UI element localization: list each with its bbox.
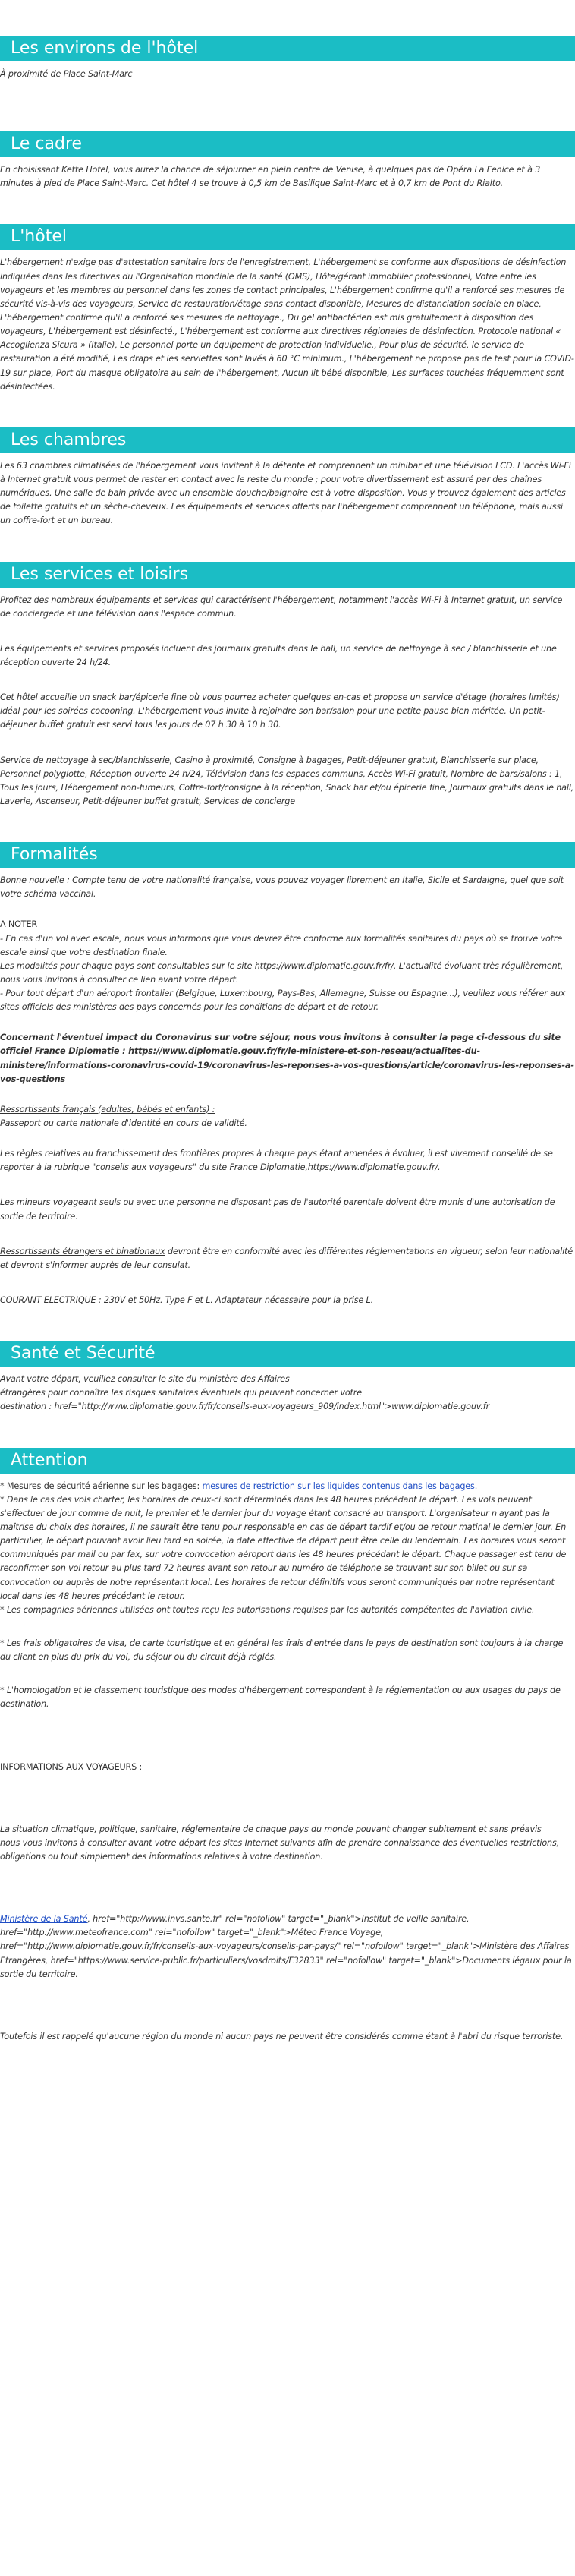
links-text <box>0 1912 575 1982</box>
cadre-text: En choisissant Kette Hotel, vous aurez la chance de séjourner en plein centre de Venise, à quelques pas de Opéra La Fenice et à 3 minutes à pied de Place Saint-Marc. Cet hôtel 4 se trouve à 0,5 km de Basilique Saint-Marc et à 0,7 km de Pont du Rialto. <box>0 165 541 189</box>
note-line: - Pour tout départ d'un aéroport frontalier (Belgique, Luxembourg, Pays-Bas, Allemagne, Suisse ou Espagne...), veuillez vous référer aux sites officiels des ministères des pays concernés pour les conditions de départ et de retour. <box>0 988 566 1013</box>
sante-line: destination : href="http://www.diplomatie.gouv.fr/fr/conseils-aux-voyageurs_909/index.html">www.diplomatie.gouv.fr <box>0 1402 490 1412</box>
section-cadre <box>0 95 575 191</box>
foreign-nationals-text: devront être en conformité avec les différentes réglementations en vigueur, selon leur nationalité et devront s'informer auprès de leur consulat. <box>0 1246 573 1270</box>
terrorism-text: Toutefois il est rappelé qu'aucune région du monde ni aucun pays ne peuvent être considérés comme étant à l'abri du risque terroriste. <box>0 2031 564 2042</box>
liquids-restriction-link[interactable]: mesures de restriction sur les liquides contenus dans les bagages <box>202 1480 475 1491</box>
sante-line: Avant votre départ, veuillez consulter le site du ministère des Affaires <box>0 1374 290 1385</box>
attention-block <box>0 1480 575 1617</box>
links-rest: , href="http://www.invs.sante.fr" rel="nofollow" target="_blank">Institut de veille sanitaire, href="http://www.meteofrance.com" rel="nofollow" target="_blank">Méteo France Voyage, href="http://www.diplomatie.gouv.fr/fr/conseils-aux-voyageurs/conseils-par-pays/" rel="nofollow" target="_blank">Ministère des Affaires Etrangères, href="https://www.service-public.fr/particuliers/vosdroits/F32833" rel="nofollow" target="_blank">Documents légaux pour la sortie du territoire. <box>0 1914 572 1979</box>
homologation-text: * L'homologation et le classement touristique des modes d'hébergement correspondent à la réglementation ou aux usages du pays de destination. <box>0 1685 561 1710</box>
section-sante <box>0 1321 575 1414</box>
section-heading-formalites: Formalités <box>0 842 575 868</box>
info-text <box>0 1823 575 1864</box>
note-line: - En cas d'un vol avec escale, nous vous informons que vous devrez être conforme aux formalités sanitaires du pays où se trouve votre escale ainsi que votre destination finale. <box>0 933 563 957</box>
section-heading-cadre: Le cadre <box>0 131 575 157</box>
environs-text: À proximité de Place Saint-Marc <box>0 69 133 79</box>
hotel-text: L'hébergement n'exige pas d'attestation sanitaire lors de l'enregistrement, L'hébergement se conforme aux dispositions de désinfection indiquées dans les directives du l'Organisation mondiale de la santé (OMS), Hôte/gérant immobilier professionnel, Votre entre les voyageurs et les membres du personnel dans les zones de contact principales, L'hébergement confirme qu'il a renforcé ses mesures de sécurité vis-à-vis des voyageurs, Service de restauration/étage sans contact disponible, Mesures de distanciation sociale en place, L'hébergement confirme qu'il a renforcé ses mesures de nettoyage., Du gel antibactérien est mis gratuitement à disposition des voyageurs, L'hébergement est désinfecté., L'hébergement est conforme aux directives régionales de désinfection. Protocole national « Accoglienza Sicura » (Italie), Le personnel porte un équipement de protection individuelle., Pour plus de sécurité, le service de restauration a été modifié, Les draps et les serviettes sont lavés à 60 °C minimum., L'hébergement ne propose pas de test pour la COVID-19 sur place, Port du masque obligatoire au sein de l'hébergement, Aucun lit bébé disponible, Les surfaces touchées fréquemment sont désinfectées. <box>0 257 574 392</box>
french-nationals-text: Passeport ou carte nationale d'identité en cours de validité. <box>0 1118 247 1129</box>
section-hotel <box>0 204 575 393</box>
electric-text: COURANT ELECTRIQUE : 230V et 50Hz. Type F et L. Adaptateur nécessaire pour la prise L. <box>0 1295 374 1306</box>
foreign-nationals-title: Ressortissants étrangers et binationaux <box>0 1246 165 1256</box>
sante-text <box>0 1373 575 1414</box>
info-line: nous vous invitons à consulter avant votre départ les sites Internet suivants afin de prendre connaissance des éventuelles restrictions, obligations ou tout simplement des informations relatives à votre destination. <box>0 1837 560 1862</box>
note-line: Les modalités pour chaque pays sont consultables sur le site https://www.diplomatie.gouv.fr/fr/. L'actualité évoluant très régulièrement, nous vous invitons à consulter ce lien avant votre départ. <box>0 960 564 985</box>
section-formalites <box>0 822 575 1307</box>
border-rules: Les règles relatives au franchissement des frontières propres à chaque pays étant amenées à évoluer, il est vivement conseillé de se reporter à la rubrique "conseils aux voyageurs" du site France Diplomatie,https://www.diplomatie.gouv.fr/. <box>0 1149 553 1173</box>
info-title: INFORMATIONS AUX VOYAGEURS : <box>0 1761 143 1772</box>
chambres-text: Les 63 chambres climatisées de l'hébergement vous invitent à la détente et comprennent un minibar et une télévision LCD. L'accès Wi-Fi à Internet gratuit vous permet de rester en contact avec le reste du monde ; pour votre divertissement est assuré par des chaînes numériques. Une salle de bain privée avec un ensemble douche/baignoire est à votre disposition. Vous y trouvez également des articles de toilette gratuits et un sèche-cheveux. Les équipements et services offerts par l'hébergement comprennent un téléphone, mais aussi un coffre-fort et un bureau. <box>0 460 571 526</box>
section-heading-hotel: L'hôtel <box>0 224 575 250</box>
visa-text: * Les frais obligatoires de visa, de carte touristique et en général les frais d'entrée dans le pays de destination sont toujours à la charge du client en plus du prix du vol, du séjour ou du circuit déjà réglés. <box>0 1638 564 1663</box>
sante-line: étrangères pour connaître les risques sanitaires éventuels qui peuvent concerner votre <box>0 1388 362 1398</box>
coronavirus-notice: Concernant l'éventuel impact du Coronavirus sur votre séjour, nous vous invitons à consulter la page ci-dessous du site officiel France Diplomatie : https://www.diplomatie.gouv.fr/fr/le-ministere-et-son-reseau/actualites-du-ministere/informations-coronavirus-covid-19/coronavirus-les-reponses-a-vos-questions/article/coronavirus-les-reponses-a-vos-questions <box>0 1033 574 1084</box>
services-paragraph: Les équipements et services proposés incluent des journaux gratuits dans le hall, un service de nettoyage à sec / blanchisserie et une réception ouverte 24 h/24. <box>0 643 557 667</box>
airlines-text: * Les compagnies aériennes utilisées ont toutes reçu les autorisations requises par les autorités compétentes de l'aviation civile. <box>0 1604 535 1615</box>
note-title: A NOTER <box>0 919 38 930</box>
french-nationals-title: Ressortissants français (adultes, bébés et enfants) : <box>0 1104 215 1115</box>
formalites-intro: Bonne nouvelle : Compte tenu de votre nationalité française, vous pouvez voyager librement en Italie, Sicile et Sardaigne, quel que soit votre schéma vaccinal. <box>0 875 564 900</box>
info-line: La situation climatique, politique, sanitaire, réglementaire de chaque pays du monde pouvant changer subitement et sans préavis <box>0 1824 542 1834</box>
section-heading-attention: Attention <box>0 1448 575 1474</box>
baggage-label: * Mesures de sécurité aérienne sur les bagages: <box>0 1480 203 1491</box>
section-heading-services: Les services et loisirs <box>0 562 575 588</box>
charter-text: * Dans le cas des vols charter, les horaires de ceux-ci sont déterminés dans les 48 heures précédant le départ. Les vols peuvent s'effectuer de jour comme de nuit, le premier et le dernier jour du voyage étant consacré au transport. L'organisateur n'ayant pas la maîtrise du choix des horaires, il ne saurait être tenu pour responsable en cas de départ tardif et/ou de retour matinal le dernier jour. En particulier, le départ pouvant avoir lieu tard en soirée, la date effective de départ peut être celle du lendemain. Les horaires vous seront communiqués par mail ou par fax, sur votre convocation aéroport dans les 48 heures précédant le départ. Chaque passager est tenu de reconfirmer son vol retour au plus tard 72 heures avant son retour au numéro de téléphone se trouvant sur son billet ou sur sa convocation ou auprès de notre représentant local. Les horaires de retour définitifs vous seront communiqués par notre représentant local dans les 48 heures précédant le retour. <box>0 1494 567 1601</box>
baggage-end: . <box>474 1480 478 1491</box>
section-chambres <box>0 408 575 528</box>
services-paragraph: Profitez des nombreux équipements et services qui caractérisent l'hébergement, notamment l'accès Wi-Fi à Internet gratuit, un service de conciergerie et une télévision dans l'espace commun. <box>0 594 563 619</box>
section-heading-environs: Les environs de l'hôtel <box>0 36 575 61</box>
baggage-line <box>0 1480 575 1493</box>
section-heading-sante: Santé et Sécurité <box>0 1341 575 1367</box>
minors-text: Les mineurs voyageant seuls ou avec une personne ne disposant pas de l'autorité parentale doivent être munis d'une autorisation de sortie de territoire. <box>0 1197 555 1222</box>
section-attention <box>0 1428 575 2044</box>
formalites-note <box>0 918 575 1014</box>
services-paragraph: Cet hôtel accueille un snack bar/épicerie fine où vous pourrez acheter quelques en-cas et propose un service d'étage (horaires limités) idéal pour les soirées cocooning. L'hébergement vous invite à rejoindre son bar/salon pour une petite pause bien méritée. Un petit-déjeuner buffet gratuit est servi tous les jours de 07 h 30 à 10 h 30. <box>0 692 560 730</box>
section-heading-chambres: Les chambres <box>0 427 575 453</box>
foreign-nationals <box>0 1245 575 1272</box>
french-nationals <box>0 1103 575 1130</box>
ministere-sante-link[interactable]: Ministère de la Santé <box>0 1914 88 1925</box>
services-paragraph: Service de nettoyage à sec/blanchisserie, Casino à proximité, Consigne à bagages, Petit-déjeuner gratuit, Blanchisserie sur place, Personnel polyglotte, Réception ouverte 24 h/24, Télévision dans les espaces communs, Accès Wi-Fi gratuit, Nombre de bars/salons : 1, Tous les jours, Hébergement non-fumeurs, Coffre-fort/consigne à la réception, Snack bar et/ou épicerie fine, Journaux gratuits dans le hall, Laverie, Ascenseur, Petit-déjeuner buffet gratuit, Services de concierge <box>0 755 574 806</box>
section-environs <box>0 0 575 81</box>
section-services <box>0 542 575 809</box>
